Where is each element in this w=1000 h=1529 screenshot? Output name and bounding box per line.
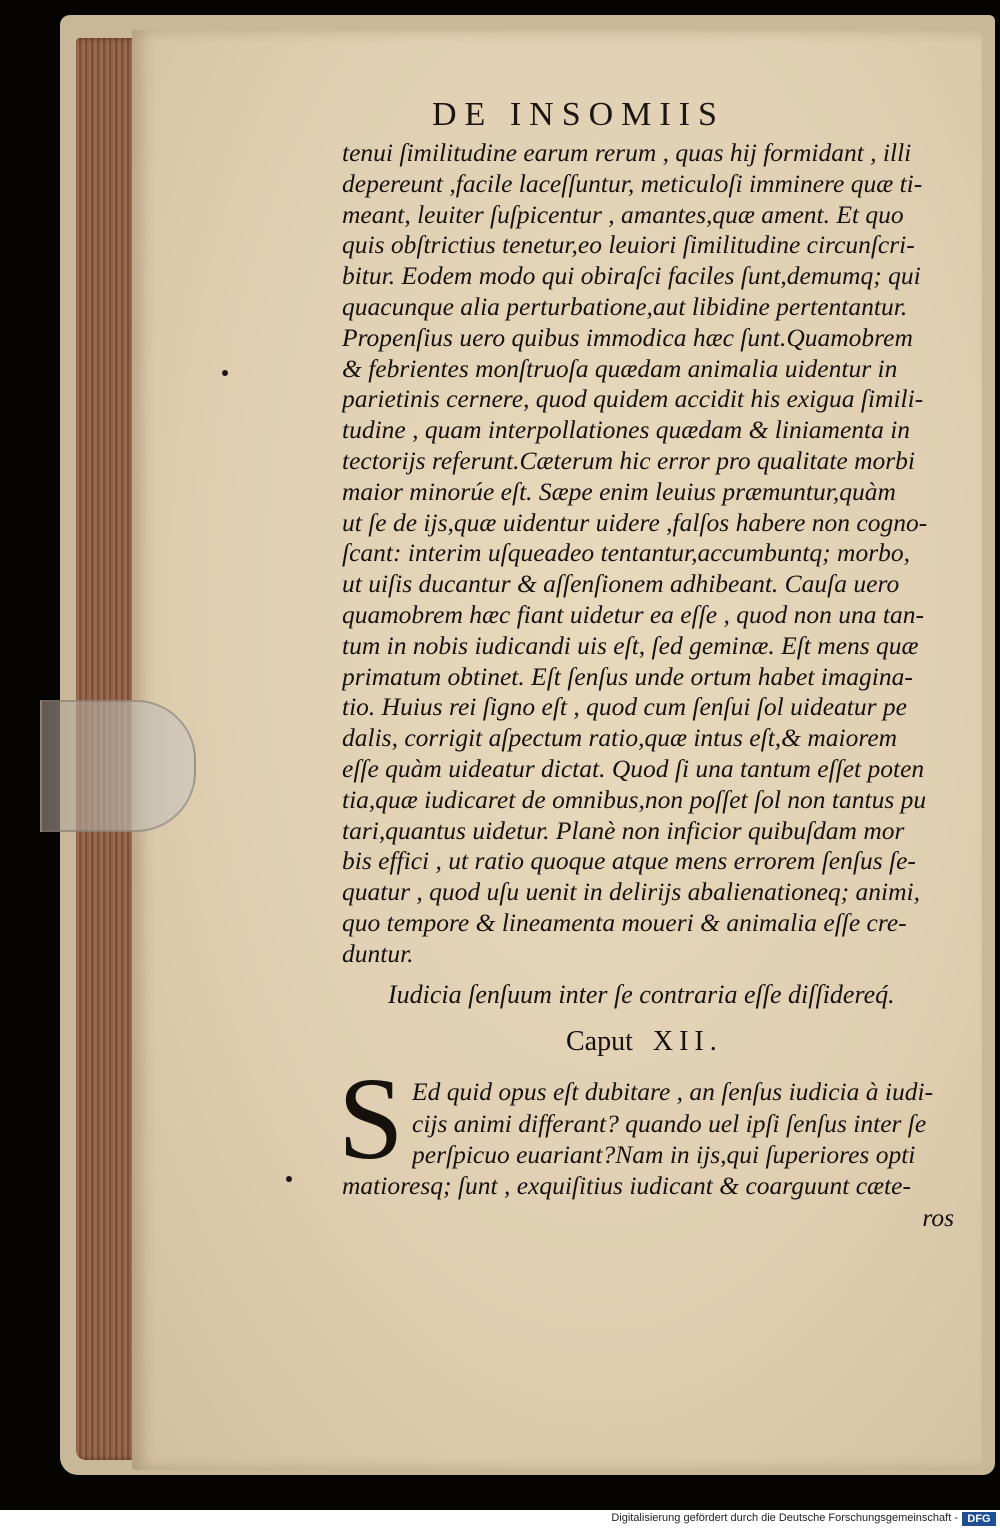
- text-line: primatum obtinet. Eſt ſenſus unde ortum habet imagina-: [342, 661, 913, 691]
- text-line: quatur , quod uſu uenit in delirijs abalienationeq; animi,: [342, 877, 920, 907]
- text-line: quamobrem hæc fiant uidetur ea eſſe , quod non una tan-: [342, 599, 924, 629]
- text-line: perſpicuo euariant?Nam in ijs,qui ſuperiores opti: [412, 1140, 916, 1169]
- text-line: bitur. Eodem modo qui obiraſci faciles ſunt,demumq; qui: [342, 261, 921, 291]
- text-line: bis effici , ut ratio quoque atque mens errorem ſenſus ſe-: [342, 846, 916, 876]
- text-line: maior minorúe eſt. Sæpe enim leuius præmuntur,quàm: [342, 476, 896, 506]
- indented-text: [412, 1076, 952, 1171]
- text-line: tudine , quam interpollationes quædam & liniamenta in: [342, 415, 911, 445]
- catchword: ros: [922, 1202, 954, 1232]
- running-head: DE INSOMIIS: [432, 96, 725, 133]
- section-heading: Iudicia ſenſuum inter ſe contraria eſſe diſſidereq́.: [388, 980, 895, 1009]
- text-line: & febrientes monſtruoſa quædam animalia uidentur in: [342, 353, 898, 383]
- text-line: tia,quæ iudicaret de omnibus,non poſſet ſol non tantus pu: [342, 784, 927, 814]
- chapter-label: Caput: [566, 1026, 633, 1057]
- text-line: eſſe quàm uideatur dictat. Quod ſi una tantum eſſet poten: [342, 753, 925, 783]
- page-clip: [40, 700, 196, 832]
- text-line: Ed quid opus eſt dubitare , an ſenſus iudicia à iudi-: [412, 1077, 934, 1106]
- text-line: parietinis cernere, quod quidem accidit his exigua ſimili-: [342, 384, 924, 414]
- text-line: duntur.: [342, 938, 414, 968]
- ink-spot: [286, 1176, 292, 1182]
- body-text: [342, 138, 952, 970]
- final-text: [342, 1170, 954, 1233]
- text-line: ſcant: interim uſqueadeo tentantur,accumbuntq; morbo,: [342, 538, 910, 568]
- text-line: quo tempore & lineamenta moueri & animalia eſſe cre-: [342, 907, 907, 937]
- text-line: quis obſtrictius tenetur,eo leuiori ſimilitudine circunſcri-: [342, 230, 915, 260]
- text-line: tum in nobis iudicandi uis eſt, ſed geminæ. Eſt mens quæ: [342, 630, 919, 660]
- text-line: tio. Huius rei ſigno eſt , quod cum ſenſui ſol uideatur pe: [342, 692, 907, 722]
- chapter-number: XII.: [652, 1026, 723, 1057]
- ink-spot: [222, 370, 228, 376]
- text-line: ut ſe de ijs,quæ uidentur uidere ,falſos habere non cogno-: [342, 507, 928, 537]
- text-line: tari,quantus uidetur. Planè non inficior quibuſdam mor: [342, 815, 905, 845]
- text-line: cijs animi differant? quando uel ipſi ſenſus inter ſe: [412, 1108, 927, 1138]
- dfg-logo: DFG: [962, 1512, 996, 1526]
- text-line: matioresq; ſunt , exquiſitius iudicant & coarguunt cæte-: [342, 1171, 911, 1200]
- text-line: meant, leuiter ſuſpicentur , amantes,quæ ament. Et quo: [342, 199, 904, 229]
- text-line: tectorijs referunt.Cæterum hic error pro qualitate morbi: [342, 445, 916, 475]
- text-line: ut uiſis ducantur & aſſenſionem adhibeant. Cauſa uero: [342, 569, 900, 599]
- text-line: dalis, corrigit aſpectum ratio,quæ intus eſt,& maiorem: [342, 723, 898, 753]
- text-line: depereunt ,facile laceſſuntur, meticuloſi imminere quæ ti-: [342, 168, 923, 198]
- text-line: quacunque alia perturbatione,aut libidine pertentantur.: [342, 291, 908, 321]
- chapter-heading: [566, 1026, 786, 1058]
- drop-cap: S: [338, 1053, 404, 1184]
- text-line: Propenſius uero quibus immodica hæc ſunt.Quamobrem: [342, 322, 913, 352]
- footer-credit: Digitalisierung gefördert durch die Deutsche Forschungsgemeinschaft -: [611, 1512, 958, 1524]
- text-line: tenui ſimilitudine earum rerum , quas hij formidant , illi: [342, 138, 912, 167]
